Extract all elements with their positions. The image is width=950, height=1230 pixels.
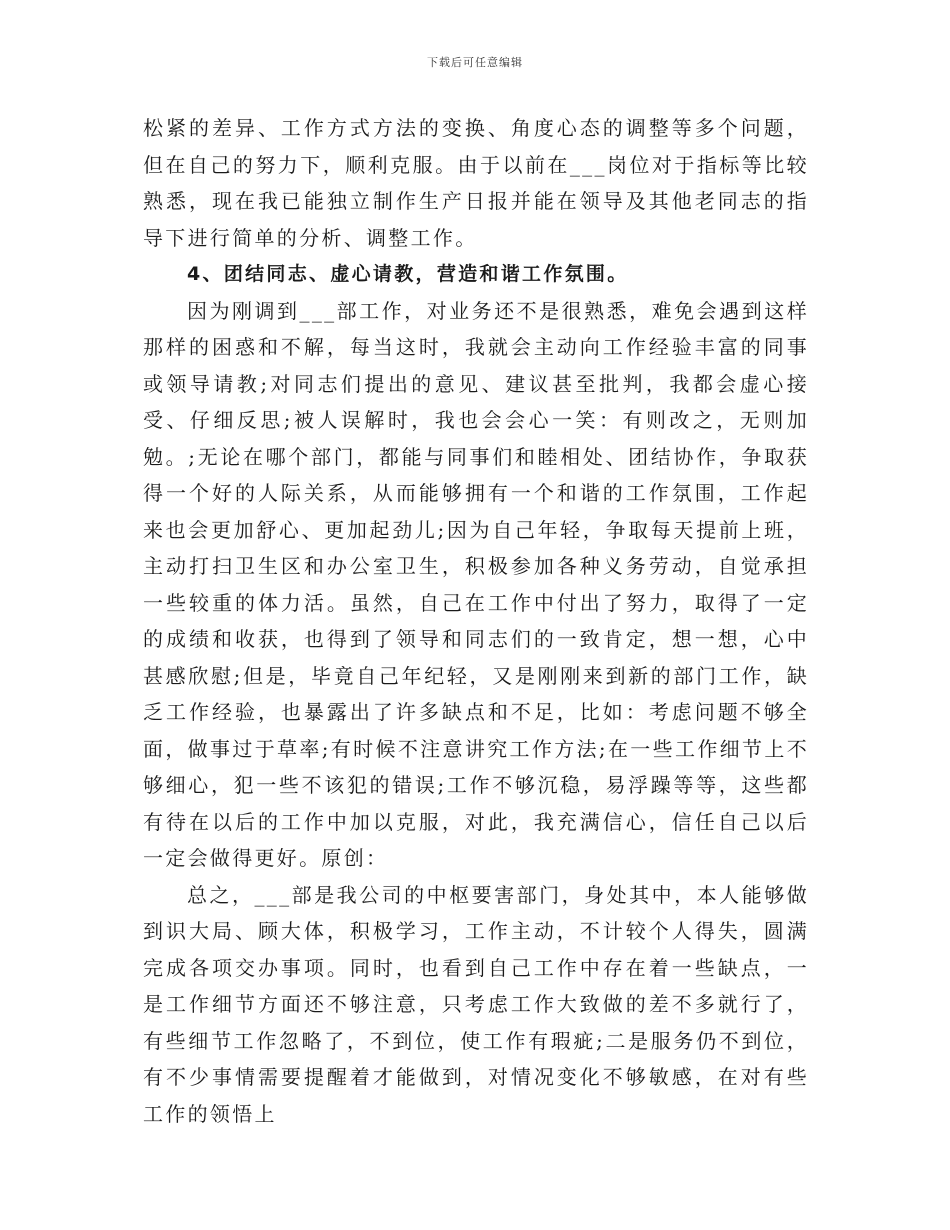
paragraph-continued: 松紧的差异、工作方式方法的变换、角度心态的调整等多个问题，但在自己的努力下，顺利克服。由于以前在___岗位对于指标等比较熟悉，现在我已能独立制作生产日报并能在领导及其他老同志的指导下进行简单的分析、调整工作。 bbox=[143, 116, 809, 250]
document-body bbox=[143, 110, 809, 1132]
paragraph: 总之，___部是我公司的中枢要害部门，身处其中，本人能够做到识大局、顾大体，积极学习，工作主动，不计较个人得失，圆满完成各项交办事项。同时，也看到自己工作中存在着一些缺点，一是工作细节方面还不够注意，只考虑工作大致做的差不多就行了，有些细节工作忽略了，不到位，使工作有瑕疵;二是服务仍不到位，有不少事情需要提醒着才能做到，对情况变化不够敏感，在对有些工作的领悟上 bbox=[143, 882, 809, 1126]
paragraph: 因为刚调到___部工作，对业务还不是很熟悉，难免会遇到这样那样的困惑和不解，每当这时，我就会主动向工作经验丰富的同事或领导请教;对同志们提出的意见、建议甚至批判，我都会虚心接受、仔细反思;被人误解时，我也会会心一笑：有则改之，无则加勉。;无论在哪个部门，都能与同事们和睦相处、团结协作，争取获得一个好的人际关系，从而能够拥有一个和谐的工作氛围，工作起来也会更加舒心、更加起劲儿;因为自己年轻，争取每天提前上班，主动打扫卫生区和办公室卫生，积极参加各种义务劳动，自觉承担一些较重的体力活。虽然，自己在工作中付出了努力，取得了一定的成绩和收获，也得到了领导和同志们的一致肯定，想一想，心中甚感欣慰;但是，毕竟自己年纪轻，又是刚刚来到新的部门工作，缺乏工作经验，也暴露出了许多缺点和不足，比如：考虑问题不够全面，做事过于草率;有时候不注意讲究工作方法;在一些工作细节上不够细心，犯一些不该犯的错误;工作不够沉稳，易浮躁等等，这些都有待在以后的工作中加以克服，对此，我充满信心，信任自己以后一定会做得更好。原创： bbox=[143, 298, 809, 870]
section-heading-4: 4、团结同志、虚心请教，营造和谐工作氛围。 bbox=[187, 263, 629, 285]
page-header: 下载后可任意编辑 bbox=[427, 56, 523, 69]
